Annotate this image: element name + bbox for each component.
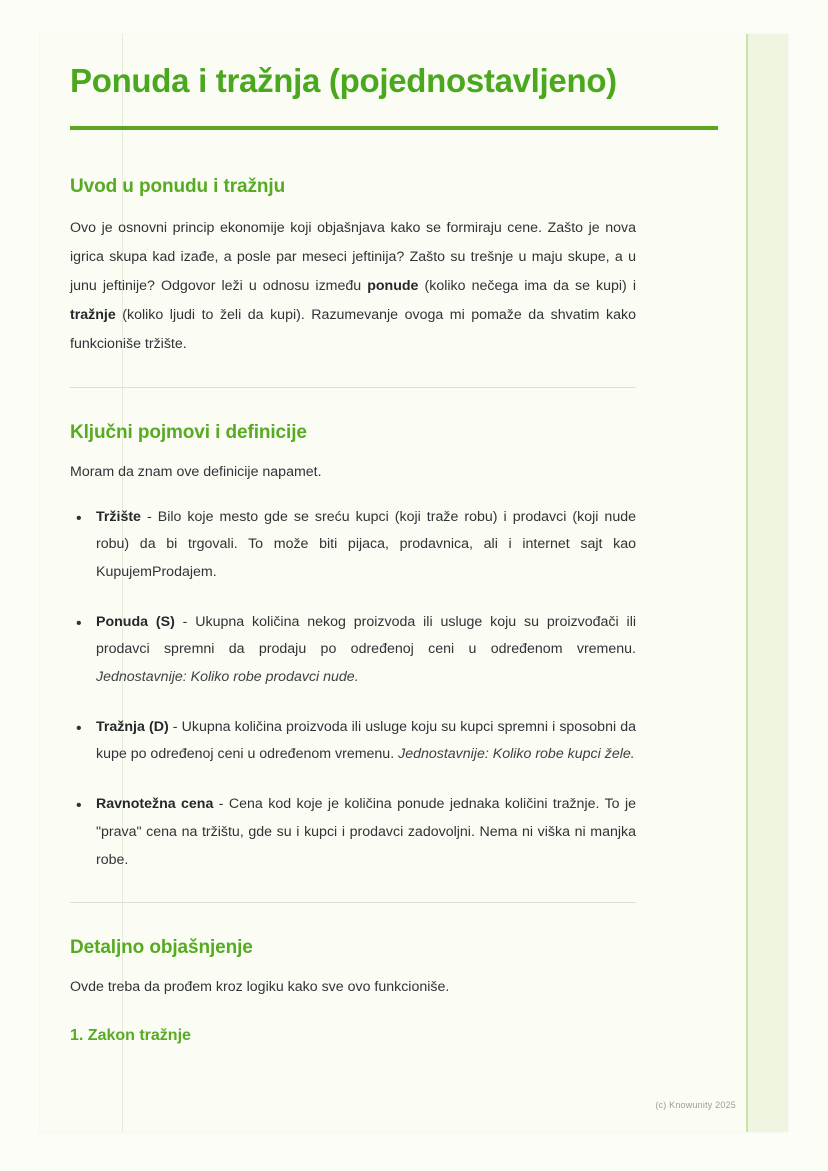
subsection-heading-law-of-demand: 1. Zakon tražnje xyxy=(70,1026,191,1044)
footer-copyright: (c) Knowunity 2025 xyxy=(655,1100,736,1110)
section-divider-2 xyxy=(70,902,636,903)
section-heading-intro: Uvod u ponudu i tražnju xyxy=(70,175,286,197)
key-terms-lead: Moram da znam ove definicije napamet. xyxy=(70,464,322,481)
page-title: Ponuda i tražnja (pojednostavljeno) xyxy=(70,62,617,99)
intro-paragraph: Ovo je osnovni princip ekonomije koji objašnjava kako se formiraju cene. Zašto je nova igrica skupa kad izađe, a posle par meseci jeftinija? Zašto su trešnje u maju skupe, a u junu jeftinije? Odgovor leži u odnosu između ponude (koliko nečega ima da se kupi) i tražnje (koliko ljudi to želi da kupi). Razumevanje ovoga mi pomaže da shvatim kako funkcioniše tržište. xyxy=(70,219,636,352)
title-divider xyxy=(70,126,718,130)
section-key-terms xyxy=(70,422,670,874)
list-item: • Ponuda (S) - Ukupna količina nekog proizvoda ili usluge koju su proizvođači ili prodavci spremni da prodaju po određenoj ceni u određenom vremenu. Jednostavnije: Koliko robe prodavci nude. xyxy=(70,609,636,692)
right-color-band xyxy=(746,34,788,1132)
document-content xyxy=(70,58,670,1045)
section-heading-detailed: Detaljno objašnjenje xyxy=(70,937,253,959)
section-detailed xyxy=(70,937,670,1045)
detailed-lead: Ovde treba da prođem kroz logiku kako sve ovo funkcioniše. xyxy=(70,979,450,996)
list-item: • Tržište - Bilo koje mesto gde se sreću kupci (koji traže robu) i prodavci (koji nude robu) da bi trgovali. To može biti pijaca, prodavnica, ali i internet sajt kao KupujemProdajem. xyxy=(70,504,636,587)
definitions-list xyxy=(70,504,636,875)
page-sheet xyxy=(40,34,788,1132)
list-item: • Ravnotežna cena - Cena kod koje je količina ponude jednaka količini tražnje. To je "prava" cena na tržištu, gde su i kupci i prodavci zadovoljni. Nema ni viška ni manjka robe. xyxy=(70,791,636,874)
section-divider-1 xyxy=(70,387,636,388)
section-heading-key-terms: Ključni pojmovi i definicije xyxy=(70,422,307,444)
section-intro xyxy=(70,176,670,360)
list-item: • Tražnja (D) - Ukupna količina proizvoda ili usluge koju su kupci spremni i sposobni da kupe po određenoj ceni u određenom vremenu. Jednostavnije: Koliko robe kupci žele. xyxy=(70,714,636,769)
